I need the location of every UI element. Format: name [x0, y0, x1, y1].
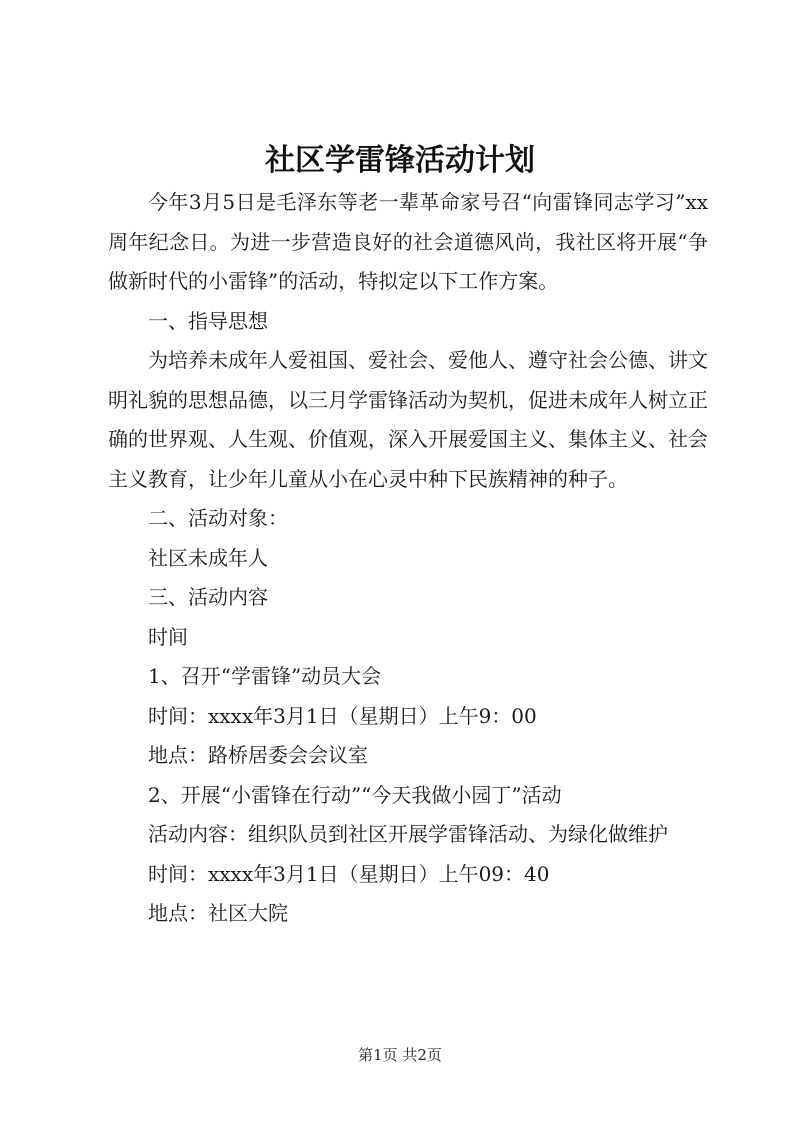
item2-time: 时间：xxxx年3月1日（星期日）上午09：40: [148, 861, 550, 886]
section-heading-target: 二、活动对象：: [148, 506, 288, 530]
section-heading-guiding-thought: 一、指导思想: [148, 308, 268, 333]
target-text: 社区未成年人: [148, 545, 268, 570]
section-heading-content: 三、活动内容: [148, 585, 268, 609]
time-label: 时间: [148, 624, 188, 649]
page-title: 社区学雷锋活动计划: [265, 143, 535, 178]
item2-title: 2、开展“小雷锋在行动”“今天我做小园丁”活动: [148, 782, 562, 807]
item1-place: 地点：路桥居委会会议室: [148, 743, 368, 767]
guiding-thought-paragraph: 为培养未成年人爱祖国、爱社会、爱他人、遵守社会公德、讲文明礼貌的思想品德，以三月学雷锋活动为契机，促进未成年人树立正确的世界观、人生观、价值观，深入开展爱国主义、集体主义、社会主义教育，让少年儿童从小在心灵中种下民族精神的种子。: [108, 348, 708, 491]
item1-title: 1、召开“学雷锋”动员大会: [148, 664, 382, 688]
item2-place: 地点：社区大院: [148, 901, 288, 925]
document-body: [108, 183, 708, 934]
intro-paragraph: 今年3月5日是毛泽东等老一辈革命家号召“向雷锋同志学习”xx周年纪念日。为进一步营造良好的社会道德风尚，我社区将开展“争做新时代的小雷锋”的活动，特拟定以下工作方案。: [108, 190, 708, 293]
item2-content: 活动内容：组织队员到社区开展学雷锋活动、为绿化做维护: [148, 822, 668, 846]
page-number-footer: 第1页 共2页: [358, 1046, 442, 1064]
item1-time: 时间：xxxx年3月1日（星期日）上午9：00: [148, 703, 537, 728]
